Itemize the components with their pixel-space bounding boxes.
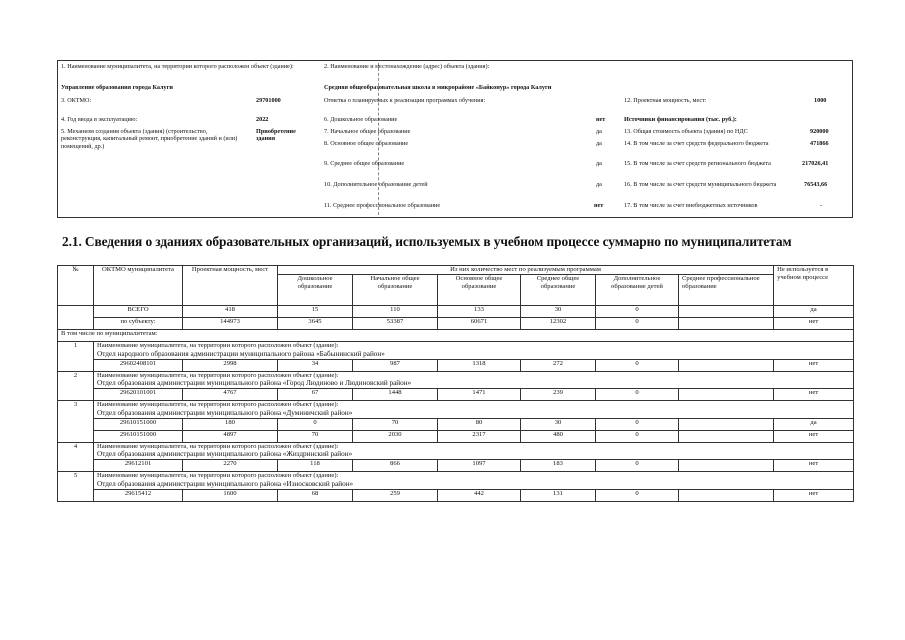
- header-vocational: Среднее профессиональное образование: [679, 275, 774, 306]
- total-primary: 53387: [353, 318, 438, 330]
- oktmo-value: 29701000: [256, 97, 281, 104]
- secondary-program-label: 9. Среднее общее образование: [324, 160, 405, 167]
- cell-primary: 259: [353, 489, 438, 501]
- cell-secondary: 239: [521, 389, 596, 401]
- municipality-num: 1: [58, 342, 94, 372]
- municipality-num: 4: [58, 442, 94, 472]
- cell-secondary: 30: [521, 418, 596, 430]
- cell-secondary: 183: [521, 460, 596, 472]
- cell-primary: 2030: [353, 430, 438, 442]
- total-label: по субъекту:: [94, 318, 183, 330]
- cell-not-used: нет: [774, 389, 854, 401]
- cell-vocational: [679, 389, 774, 401]
- municipality-row: [58, 401, 854, 419]
- additional-program-value: да: [596, 181, 602, 188]
- table-row: [58, 460, 854, 472]
- funding-sources-header: Источники финансирования (тыс. руб.):: [624, 116, 737, 123]
- header-additional: Дополнительное образование детей: [596, 275, 679, 306]
- cell-capacity: 4767: [183, 389, 278, 401]
- cell-not-used: нет: [774, 489, 854, 501]
- municipality-groups: [58, 342, 854, 502]
- commission-year-value: 2022: [256, 116, 269, 123]
- cell-basic: 2317: [438, 430, 521, 442]
- municipality-name-label: Наименование муниципалитета, на территории которого расположен объект (здание):: [97, 442, 339, 450]
- cell-oktmo: 29610151000: [94, 418, 183, 430]
- cell-basic: 442: [438, 489, 521, 501]
- cell-not-used: нет: [774, 460, 854, 472]
- total-not-used: да: [774, 306, 854, 318]
- municipality-name-label: Наименование муниципалитета, на территории которого расположен объект (здание):: [97, 401, 339, 409]
- municipality-num: 5: [58, 472, 94, 502]
- municipality-name-cell: [94, 371, 854, 389]
- total-secondary: 12302: [521, 318, 596, 330]
- total-not-used: нет: [774, 318, 854, 330]
- municipality-row: [58, 371, 854, 389]
- basic-program-label: 8. Основное общее образование: [324, 140, 409, 147]
- municipality-name: Отдел образования администрации муниципального района «Износковский район»: [97, 479, 354, 488]
- municipality-row: [58, 442, 854, 460]
- vocational-program-value: нет: [594, 202, 604, 209]
- cell-capacity: 2998: [183, 359, 278, 371]
- preschool-program-label: 6. Дошкольное образование: [324, 116, 398, 123]
- cell-oktmo: 29615412: [94, 489, 183, 501]
- municipality-name-label: Наименование муниципалитета, на территории которого расположен объект (здание):: [97, 342, 339, 349]
- header-programs-group: Из них количество мест по реализуемым программам: [278, 266, 774, 275]
- municipality-name: Отдел народного образования администрации муниципального района «Бабынинский район»: [97, 349, 385, 358]
- object-address-value: Средняя общеобразовательная школа в микрорайоне «Байконур» города Калуги: [324, 84, 552, 91]
- federal-budget-value: 471866: [810, 140, 829, 147]
- cell-preschool: 70: [278, 430, 353, 442]
- cell-additional: 0: [596, 430, 679, 442]
- cell-primary: 866: [353, 460, 438, 472]
- programs-mark-label: Отметка о планируемых к реализации программах обучения:: [324, 97, 486, 104]
- cell-additional: 0: [596, 389, 679, 401]
- municipality-name-cell: [94, 442, 854, 460]
- header-basic: Основное общее образование: [438, 275, 521, 306]
- primary-program-value: да: [596, 128, 602, 135]
- header-secondary: Среднее общее образование: [521, 275, 596, 306]
- section-title: 2.1. Сведения о зданиях образовательных организаций, используемых в учебном процессе суммарно по муниципалитетам: [62, 234, 792, 249]
- federal-budget-label: 14. В том числе за счет средств федерального бюджета: [624, 140, 769, 147]
- cell-vocational: [679, 460, 774, 472]
- cell-oktmo: 29620101001: [94, 389, 183, 401]
- extrabudget-label: 17. В том числе за счет внебюджетных источников: [624, 202, 758, 209]
- total-additional: 0: [596, 318, 679, 330]
- municipality-name-cell: [94, 472, 854, 490]
- cell-preschool: 0: [278, 418, 353, 430]
- municipality-name: Отдел образования администрации муниципального района «Думиничский район»: [97, 408, 353, 417]
- municipality-name-cell: [94, 342, 854, 360]
- municipality-num: 2: [58, 371, 94, 401]
- object-address-label: 2. Наименование и местонахождение (адрес) объекта (здания):: [324, 63, 490, 70]
- additional-program-label: 10. Дополнительное образование детей: [324, 181, 428, 188]
- cell-not-used: нет: [774, 430, 854, 442]
- vocational-program-label: 11. Среднее профессиональное образование: [324, 202, 441, 209]
- preschool-program-value: нет: [596, 116, 606, 123]
- municipality-label: 1. Наименование муниципалитета, на территории которого расположен объект (здание):: [61, 63, 294, 70]
- total-row: [58, 306, 854, 318]
- cell-preschool: 68: [278, 489, 353, 501]
- cell-secondary: 272: [521, 359, 596, 371]
- total-cost-label: 13. Общая стоимость объекта (здания) по НДС: [624, 128, 748, 135]
- creation-mechanism-label: 5. Механизм создания объекта (здания) (строительство, реконструкция, капитальный ремонт, приобретение зданий и (или) помещений, др.): [61, 128, 238, 150]
- header-not-used: Не используется в учебном процессе: [774, 266, 854, 306]
- cell-basic: 1471: [438, 389, 521, 401]
- cell-additional: 0: [596, 460, 679, 472]
- cell-secondary: 480: [521, 430, 596, 442]
- cell-basic: 80: [438, 418, 521, 430]
- municipality-name-cell: [94, 401, 854, 419]
- cell-preschool: 67: [278, 389, 353, 401]
- header-row: [58, 266, 854, 275]
- cell-vocational: [679, 430, 774, 442]
- municipal-budget-value: 76543,66: [804, 181, 828, 188]
- commission-year-label: 4. Год ввода в эксплуатацию:: [61, 116, 138, 123]
- cell-additional: 0: [596, 489, 679, 501]
- including-label: В том числе по муниципалитетам:: [58, 330, 854, 342]
- cell-vocational: [679, 418, 774, 430]
- buildings-by-municipality-table: [57, 265, 854, 502]
- total-primary: 110: [353, 306, 438, 318]
- design-capacity-value: 1000: [814, 97, 827, 104]
- cell-secondary: 131: [521, 489, 596, 501]
- cell-vocational: [679, 359, 774, 371]
- including-row: [58, 330, 854, 342]
- header-oktmo: ОКТМО муниципалитета: [94, 266, 183, 306]
- total-basic: 60671: [438, 318, 521, 330]
- total-label: ВСЕГО: [94, 306, 183, 318]
- cell-capacity: 4897: [183, 430, 278, 442]
- cell-preschool: 118: [278, 460, 353, 472]
- primary-program-label: 7. Начальное общее образование: [324, 128, 411, 135]
- municipality-row: [58, 342, 854, 360]
- municipality-name: Отдел образования администрации муниципального района «Город Людиново и Людиновский район»: [97, 379, 412, 388]
- cell-capacity: 2270: [183, 460, 278, 472]
- total-secondary: 30: [521, 306, 596, 318]
- municipal-budget-label: 16. В том числе за счет средств муниципального бюджета: [624, 181, 777, 188]
- table-row: [58, 489, 854, 501]
- total-preschool: 3645: [278, 318, 353, 330]
- header-preschool: Дошкольное образование: [278, 275, 353, 306]
- total-capacity: 418: [183, 306, 278, 318]
- regional-budget-value: 217026,41: [802, 160, 829, 167]
- extrabudget-value: -: [820, 202, 823, 209]
- cell-vocational: [679, 489, 774, 501]
- cell-primary: 987: [353, 359, 438, 371]
- cell-additional: 0: [596, 359, 679, 371]
- cell-capacity: 180: [183, 418, 278, 430]
- table-row: [58, 430, 854, 442]
- cell-primary: 1448: [353, 389, 438, 401]
- header-primary: Начальное общее образование: [353, 275, 438, 306]
- cell-oktmo: 29612101: [94, 460, 183, 472]
- creation-mechanism-value: Приобретение здания: [256, 128, 296, 143]
- table-row: [58, 359, 854, 371]
- cell-primary: 70: [353, 418, 438, 430]
- municipality-num: 3: [58, 401, 94, 443]
- total-preschool: 15: [278, 306, 353, 318]
- cell-not-used: да: [774, 418, 854, 430]
- cell-basic: 1097: [438, 460, 521, 472]
- design-capacity-label: 12. Проектная мощность, мест:: [624, 97, 707, 104]
- header-capacity: Проектная мощность, мест: [183, 266, 278, 306]
- basic-program-value: да: [596, 140, 602, 147]
- header-num: №: [58, 266, 94, 306]
- municipality-name-label: Наименование муниципалитета, на территории которого расположен объект (здание):: [97, 371, 339, 379]
- cell-basic: 1318: [438, 359, 521, 371]
- municipality-name: Отдел образования администрации муниципального района «Жиздринский район»: [97, 450, 353, 459]
- regional-budget-label: 15. В том числе за счет средств регионального бюджета: [624, 160, 771, 167]
- municipality-name-label: Наименование муниципалитета, на территории которого расположен объект (здание):: [97, 472, 339, 480]
- cell-additional: 0: [596, 418, 679, 430]
- total-cost-value: 920000: [810, 128, 829, 135]
- total-capacity: 144973: [183, 318, 278, 330]
- total-vocational: [679, 306, 774, 318]
- municipality-value: Управление образования города Калуги: [61, 84, 173, 91]
- cell-oktmo: 29610151000: [94, 430, 183, 442]
- cell-capacity: 1600: [183, 489, 278, 501]
- total-basic: 133: [438, 306, 521, 318]
- oktmo-label: 3. ОКТМО:: [61, 97, 92, 104]
- table-row: [58, 389, 854, 401]
- object-passport-block: [57, 60, 853, 218]
- cell-oktmo: 29602408101: [94, 359, 183, 371]
- total-additional: 0: [596, 306, 679, 318]
- total-vocational: [679, 318, 774, 330]
- total-row: [58, 318, 854, 330]
- cell-preschool: 34: [278, 359, 353, 371]
- table-row: [58, 418, 854, 430]
- secondary-program-value: да: [596, 160, 602, 167]
- municipality-row: [58, 472, 854, 490]
- cell-not-used: нет: [774, 359, 854, 371]
